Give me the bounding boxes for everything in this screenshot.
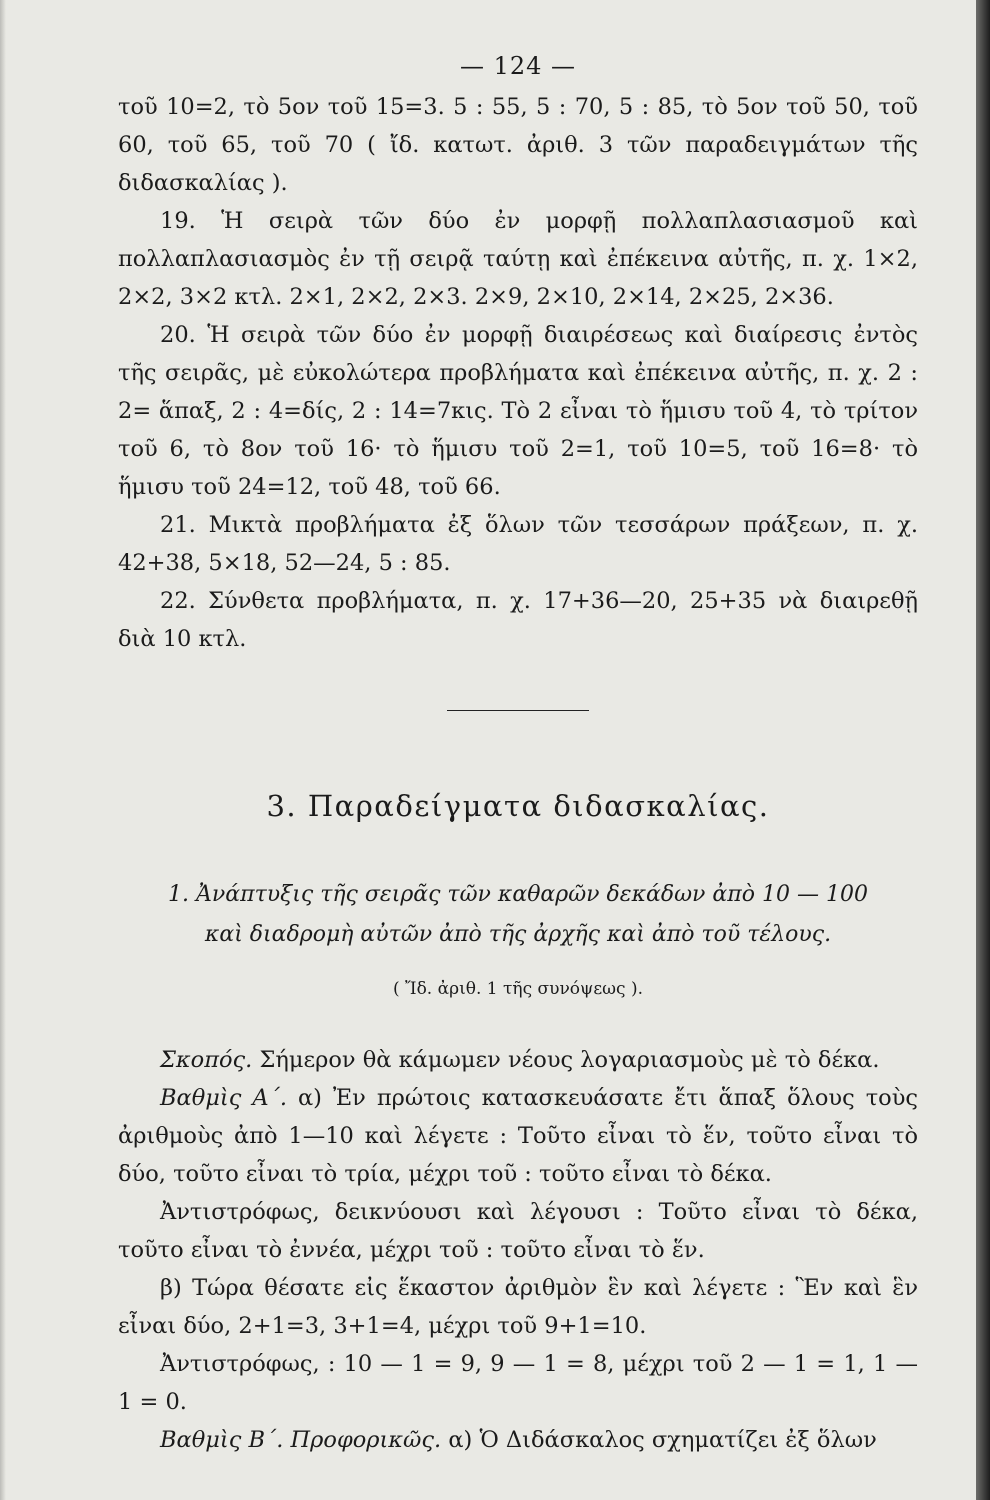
grade-a-label: Βαθμὶς Α΄.	[160, 1085, 287, 1111]
grade-b-label: Βαθμὶς Β΄. Προφορικῶς.	[160, 1427, 442, 1453]
lesson-reverse-1: Ἀντιστρόφως, δεικνύουσι καὶ λέγουσι : Τοῦτο εἶναι τὸ δέκα, τοῦτο εἶναι τὸ ἐννέα, μέχρι τοῦ : τοῦτο εἶναι τὸ ἕν.	[118, 1199, 918, 1263]
lesson-grade-a	[118, 1079, 918, 1193]
example-title-line-1: 1. Ἀνάπτυξις τῆς σειρᾶς τῶν καθαρῶν δεκάδων ἀπὸ 10 — 100	[168, 882, 868, 907]
lesson-reverse-2: Ἀντιστρόφως, : 10 — 1 = 9, 9 — 1 = 8, μέχρι τοῦ 2 — 1 = 1, 1 — 1 = 0.	[118, 1351, 918, 1415]
example-title-line-2: καὶ διαδρομὴ αὐτῶν ἀπὸ τῆς ἀρχῆς καὶ ἀπὸ τοῦ τέλους.	[204, 922, 832, 947]
paragraph-22: 22. Σύνθετα προβλήματα, π. χ. 17+36—20, 25+35 νὰ διαιρεθῇ διὰ 10 κτλ.	[118, 588, 918, 652]
paragraph-continuation: τοῦ 10=2, τὸ 5ον τοῦ 15=3. 5 : 55, 5 : 70, 5 : 85, τὸ 5ον τοῦ 50, τοῦ 60, τοῦ 65, τοῦ 70 ( ἴδ. κατωτ. ἀριθ. 3 τῶν παραδειγμάτων τῆς διδασκαλίας ).	[118, 94, 918, 196]
lesson-grade-b	[118, 1421, 918, 1459]
paragraph-21: 21. Μικτὰ προβλήματα ἐξ ὅλων τῶν τεσσάρων πράξεων, π. χ. 42+38, 5×18, 52—24, 5 : 85.	[118, 512, 918, 576]
summary-reference: ( Ἴδ. ἀριθ. 1 τῆς συνόψεως ).	[392, 979, 643, 999]
example-title	[118, 875, 918, 955]
section-heading: 3. Παραδείγματα διδασκαλίας.	[266, 789, 770, 823]
paragraph-20: 20. Ἡ σειρὰ τῶν δύο ἐν μορφῇ διαιρέσεως καὶ διαίρεσις ἐντὸς τῆς σειρᾶς, μὲ εὐκολώτερα προβλήματα καὶ ἐπέκεινα αὐτῆς, π. χ. 2 : 2= ἅπαξ, 2 : 4=δίς, 2 : 14=7κις. Τὸ 2 εἶναι τὸ ἥμισυ τοῦ 4, τὸ τρίτον τοῦ 6, τὸ 8ον τοῦ 16· τὸ ἥμισυ τοῦ 2=1, τοῦ 10=5, τοῦ 16=8· τὸ ἥμισυ τοῦ 24=12, τοῦ 48, τοῦ 66.	[118, 322, 918, 500]
section-divider	[447, 710, 589, 711]
aim-text: Σήμερον θὰ κάμωμεν νέους λογαριασμοὺς μὲ τὸ δέκα.	[252, 1047, 880, 1073]
page-left-shadow	[0, 0, 6, 1500]
page-right-edge	[976, 0, 990, 1500]
paragraph-19: 19. Ἡ σειρὰ τῶν δύο ἐν μορφῇ πολλαπλασιασμοῦ καὶ πολλαπλασιασμὸς ἐν τῇ σειρᾷ ταύτῃ καὶ ἐπέκεινα αὐτῆς, π. χ. 1×2, 2×2, 3×2 κτλ. 2×1, 2×2, 2×3. 2×9, 2×10, 2×14, 2×25, 2×36.	[118, 208, 918, 310]
lesson-body	[118, 1041, 918, 1459]
aim-label: Σκοπός.	[160, 1047, 253, 1073]
lesson-part-b: β) Τώρα θέσατε εἰς ἕκαστον ἀριθμὸν ἓν καὶ λέγετε : Ἓν καὶ ἓν εἶναι δύο, 2+1=3, 3+1=4, μέχρι τοῦ 9+1=10.	[118, 1275, 918, 1339]
page-number: — 124 —	[459, 52, 577, 80]
lesson-aim	[118, 1041, 918, 1079]
grade-a-text: α) Ἐν πρώτοις κατασκευάσατε ἔτι ἅπαξ ὅλους τοὺς ἀριθμοὺς ἀπὸ 1—10 καὶ λέγετε : Τοῦτο εἶναι τὸ ἕν, τοῦτο εἶναι τὸ δύο, τοῦτο εἶναι τὸ τρία, μέχρι τοῦ : τοῦτο εἶναι τὸ δέκα.	[118, 1085, 918, 1187]
page-content	[118, 52, 918, 1459]
grade-b-text: α) Ὁ Διδάσκαλος σχηματίζει ἐξ ὅλων	[441, 1427, 877, 1453]
